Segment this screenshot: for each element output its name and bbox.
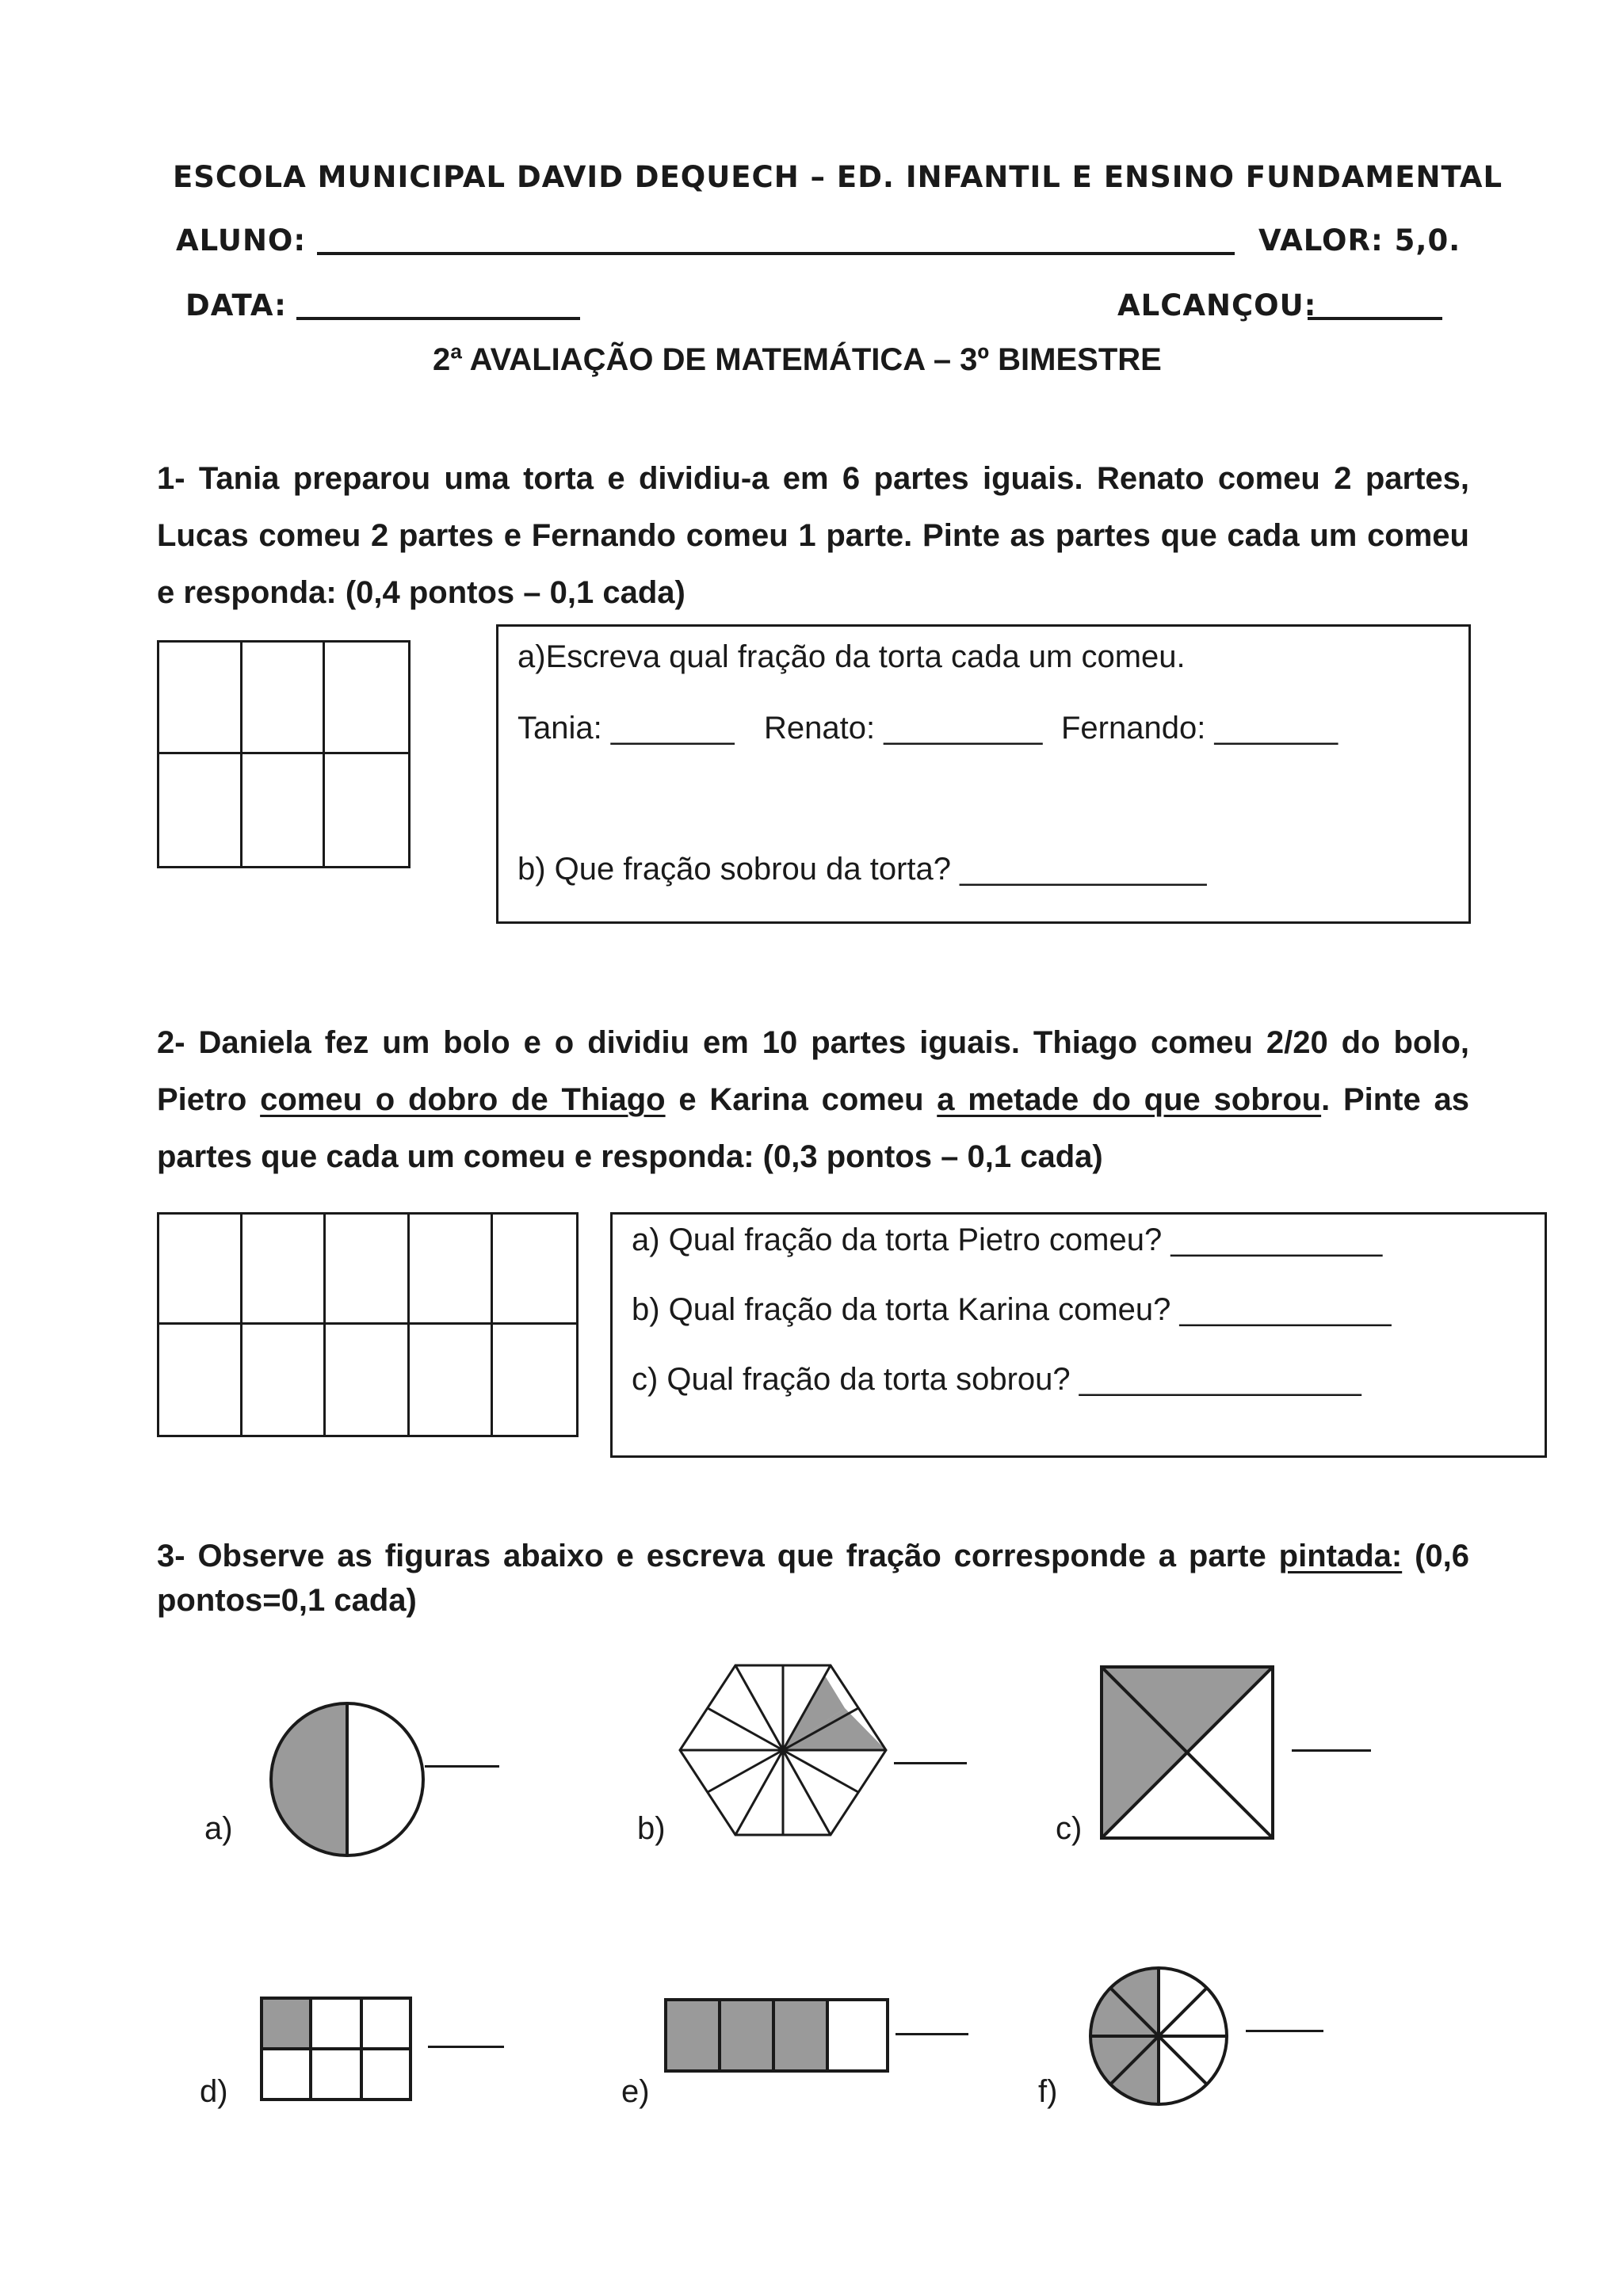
q1-b-label[interactable]: b) Que fração sobrou da torta? ______________ bbox=[517, 852, 1207, 887]
q2-answer-box bbox=[610, 1212, 1547, 1458]
figure-e-label: e) bbox=[621, 2074, 650, 2109]
figure-a-label: a) bbox=[204, 1811, 233, 1846]
q2-underline-1: comeu o dobro de Thiago bbox=[260, 1082, 666, 1117]
grid-cell[interactable] bbox=[325, 643, 408, 754]
exam-title: 2ª AVALIAÇÃO DE MATEMÁTICA – 3º BIMESTRE bbox=[433, 342, 1162, 377]
figure-c-square bbox=[1098, 1664, 1276, 1841]
valor-label: VALOR: 5,0. bbox=[1258, 223, 1461, 257]
q3-underline: pintada: bbox=[1278, 1539, 1403, 1573]
data-label: DATA: bbox=[185, 288, 287, 322]
grid-cell[interactable] bbox=[325, 754, 408, 866]
data-field[interactable] bbox=[296, 317, 580, 320]
question-1-text: 1- Tania preparou uma torta e dividiu-a em 6 partes iguais. Renato comeu 2 partes, Lucas comeu 2 partes e Fernando comeu 1 parte. Pinte as partes que cada um comeu e responda: (0,4 pontos – 0,1 cada) bbox=[157, 461, 1469, 610]
grid-cell[interactable] bbox=[493, 1215, 576, 1325]
alcancou-field[interactable] bbox=[1308, 317, 1442, 320]
grid-cell[interactable] bbox=[326, 1325, 409, 1435]
question-2-text bbox=[157, 1014, 1469, 1185]
figure-f-label: f) bbox=[1038, 2074, 1058, 2109]
q1-a-label: a)Escreva qual fração da torta cada um comeu. bbox=[517, 639, 1186, 674]
figure-b-hexagon bbox=[672, 1656, 894, 1854]
q1-pie-grid[interactable] bbox=[157, 640, 411, 868]
grid-cell[interactable] bbox=[159, 1215, 242, 1325]
figure-b-answer-line[interactable] bbox=[894, 1762, 967, 1764]
grid-cell[interactable] bbox=[242, 1215, 326, 1325]
q2-cake-grid[interactable] bbox=[157, 1212, 579, 1437]
grid-cell[interactable] bbox=[159, 754, 242, 866]
figure-d-answer-line[interactable] bbox=[428, 2046, 504, 2048]
figure-d-label: d) bbox=[200, 2074, 228, 2109]
figure-c-answer-line[interactable] bbox=[1292, 1749, 1371, 1752]
grid-cell[interactable] bbox=[159, 643, 242, 754]
q1-answer-box bbox=[496, 624, 1471, 924]
figure-f-answer-line[interactable] bbox=[1246, 2030, 1323, 2032]
alcancou-label: ALCANÇOU: bbox=[1117, 288, 1317, 322]
grid-cell[interactable] bbox=[242, 1325, 326, 1435]
grid-cell[interactable] bbox=[242, 754, 326, 866]
figure-a-answer-line[interactable] bbox=[425, 1765, 499, 1768]
grid-cell[interactable] bbox=[410, 1325, 493, 1435]
q1-fernando-field[interactable]: Fernando: _______ bbox=[1061, 711, 1338, 746]
figure-f-circle bbox=[1087, 1965, 1230, 2107]
figure-d-grid bbox=[258, 1995, 414, 2103]
grid-cell[interactable] bbox=[410, 1215, 493, 1325]
grid-cell[interactable] bbox=[159, 1325, 242, 1435]
q2-text-part3: . Pinte as partes que cada um comeu e responda: (0,3 pontos – 0,1 cada) bbox=[157, 1082, 1469, 1174]
q2-text-part2: e Karina comeu bbox=[665, 1082, 938, 1117]
q2-a-field[interactable]: a) Qual fração da torta Pietro comeu? ____________ bbox=[632, 1222, 1383, 1257]
figure-e-answer-line[interactable] bbox=[896, 2033, 968, 2035]
q2-text-part1: 2- Daniela fez um bolo e o dividiu em 10 partes iguais. Thiago comeu 2/20 do bolo, Pietro bbox=[157, 1025, 1469, 1117]
figure-a-half-circle bbox=[268, 1700, 426, 1859]
q1-renato-field[interactable]: Renato: _________ bbox=[764, 711, 1043, 746]
figure-c-label: c) bbox=[1056, 1811, 1083, 1846]
question-3-text bbox=[157, 1534, 1469, 1623]
school-name: ESCOLA MUNICIPAL DAVID DEQUECH – ED. INFANTIL E ENSINO FUNDAMENTAL bbox=[173, 160, 1503, 194]
figure-b-label: b) bbox=[637, 1811, 666, 1846]
q1-tania-field[interactable]: Tania: _______ bbox=[517, 711, 735, 746]
aluno-label: ALUNO: bbox=[176, 223, 307, 257]
q3-text-part1: 3- Observe as figuras abaixo e escreva que fração corresponde a parte bbox=[157, 1539, 1279, 1573]
aluno-field[interactable] bbox=[317, 252, 1235, 255]
figure-e-bar bbox=[663, 1997, 891, 2076]
grid-cell[interactable] bbox=[326, 1215, 409, 1325]
q2-c-field[interactable]: c) Qual fração da torta sobrou? ________________ bbox=[632, 1362, 1361, 1397]
grid-cell[interactable] bbox=[242, 643, 326, 754]
q2-underline-2: a metade do que sobrou bbox=[937, 1082, 1322, 1117]
q2-b-field[interactable]: b) Qual fração da torta Karina comeu? ____________ bbox=[632, 1292, 1392, 1327]
grid-cell[interactable] bbox=[493, 1325, 576, 1435]
q3-text-part2: (0,6 pontos=0,1 cada) bbox=[157, 1539, 1469, 1618]
